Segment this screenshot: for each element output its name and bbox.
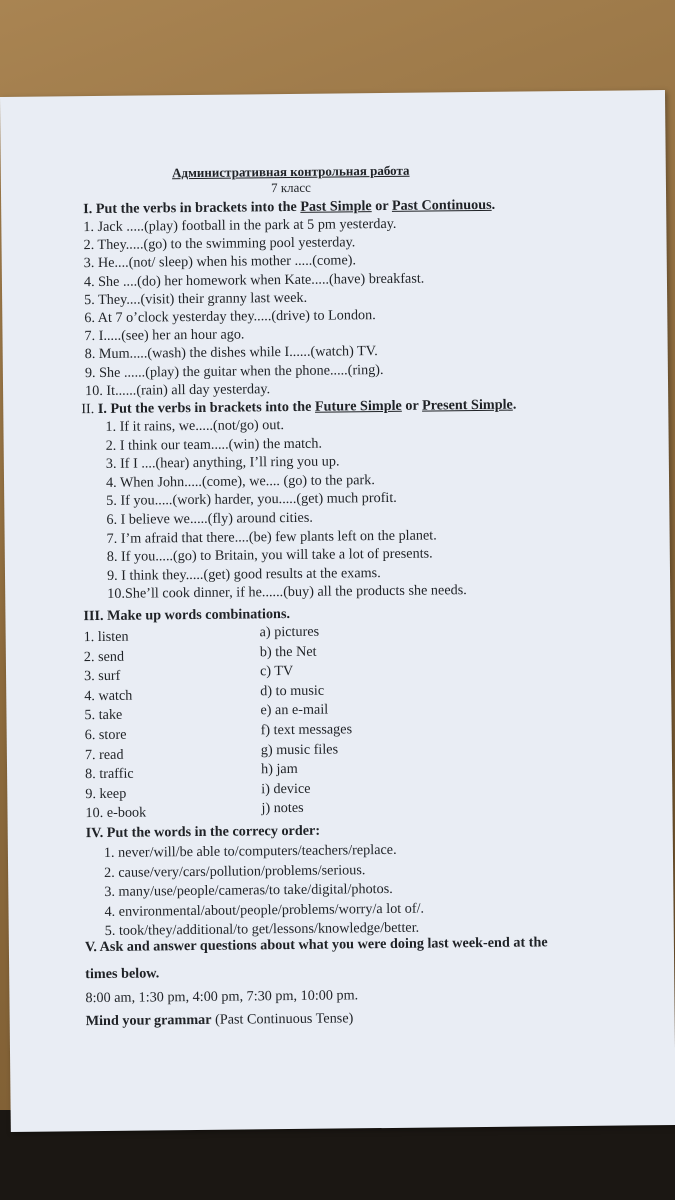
section2-heading — [81, 396, 516, 419]
list-item: 10. It......(rain) all day yesterday. — [84, 380, 271, 399]
section1-heading-end: . — [491, 196, 496, 213]
section2-heading-mid: or — [401, 397, 423, 414]
list-item: 6. I believe we.....(fly) around cities. — [106, 509, 313, 528]
match-left-item: 4. watch — [84, 687, 133, 704]
match-right-item: b) the Net — [259, 643, 317, 660]
list-item: 10.She’ll cook dinner, if he......(buy) all the products she needs. — [107, 582, 467, 603]
list-item: 1. If it rains, we.....(not/go) out. — [105, 417, 285, 435]
match-left-item: 5. take — [84, 707, 123, 724]
section1-heading — [83, 196, 495, 218]
list-item: 4. environmental/about/people/problems/worry/a lot of/. — [104, 900, 425, 920]
match-right-item: a) pictures — [259, 623, 320, 641]
section5-grammar-tense: (Past Continuous Tense) — [211, 1010, 354, 1028]
section2-heading-end: . — [512, 396, 517, 413]
match-right-item: d) to music — [260, 682, 325, 700]
section1-heading-mid: or — [371, 197, 392, 215]
section1-heading-prefix: I. Put the verbs in brackets into the — [83, 198, 301, 218]
list-item: 7. I.....(see) her an hour ago. — [84, 326, 245, 345]
worksheet-grade: 7 класс — [270, 179, 311, 196]
match-left-item: 8. traffic — [85, 765, 134, 783]
list-item: 5. took/they/additional/to get/lessons/knowledge/better. — [104, 920, 420, 940]
section4-heading: IV. Put the words in the correcy order: — [85, 822, 321, 842]
match-left-item: 2. send — [83, 648, 125, 665]
list-item: 3. If I ....(hear) anything, I’ll ring you up. — [105, 453, 340, 473]
section5-heading-line2: times below. — [85, 965, 160, 983]
section5-grammar-bold: Mind your grammar — [85, 1011, 212, 1030]
match-right-item: e) an e-mail — [260, 701, 329, 719]
list-item: 1. Jack .....(play) football in the park at 5 pm yesterday. — [83, 215, 397, 236]
section2-term-future-simple: Future Simple — [314, 397, 402, 415]
match-left-item: 3. surf — [83, 667, 121, 685]
list-item: 3. many/use/people/cameras/to take/digital/photos. — [104, 881, 393, 901]
match-left-item: 1. listen — [83, 628, 129, 646]
section3-heading: III. Make up words combinations. — [83, 605, 291, 625]
list-item: 9. I think they.....(get) good results at the exams. — [106, 564, 381, 584]
match-left-item: 9. keep — [85, 785, 127, 802]
section2-term-present-simple: Present Simple — [421, 396, 513, 414]
list-item: 8. Mum.....(wash) the dishes while I......(watch) TV. — [84, 343, 378, 363]
list-item: 7. I’m afraid that there....(be) few plants left on the planet. — [106, 527, 437, 547]
match-left-item: 10. e-book — [85, 804, 147, 822]
list-item: 3. He....(not/ sleep) when his mother .....(come). — [83, 252, 357, 272]
list-item: 2. They.....(go) to the swimming pool yesterday. — [83, 234, 356, 254]
section5-times: 8:00 am, 1:30 pm, 4:00 pm, 7:30 pm, 10:00 pm. — [85, 987, 359, 1007]
worksheet-paper — [0, 90, 675, 1132]
section1-term-past-simple: Past Simple — [300, 198, 372, 215]
match-left-item: 6. store — [84, 726, 127, 744]
section5-heading-line1: V. Ask and answer questions about what you were doing last week-end at the — [84, 934, 548, 956]
match-right-item: h) jam — [260, 761, 298, 778]
list-item: 6. At 7 o’clock yesterday they.....(drive) to London. — [84, 307, 376, 327]
list-item: 2. I think our team.....(win) the match. — [105, 435, 323, 454]
match-right-item: j) notes — [261, 800, 304, 817]
list-item: 5. They....(visit) their granny last week. — [84, 289, 308, 308]
list-item: 8. If you.....(go) to Britain, you will take a lot of presents. — [106, 545, 433, 566]
match-right-item: i) device — [261, 780, 311, 798]
worksheet-title: Административная контрольная работа — [171, 162, 410, 181]
worksheet-content — [0, 90, 675, 1132]
section2-heading-prefix: I. Put the verbs in brackets into the — [97, 398, 316, 417]
list-item: 1. never/will/be able to/computers/teachers/replace. — [103, 841, 397, 861]
section1-term-past-continuous: Past Continuous — [391, 196, 492, 214]
match-right-item: c) TV — [259, 663, 294, 680]
section2-heading-roman: II. — [81, 400, 98, 418]
match-left-item: 7. read — [84, 746, 124, 763]
list-item: 4. When John.....(come), we.... (go) to the park. — [105, 471, 375, 491]
list-item: 4. She ....(do) her homework when Kate.....(have) breakfast. — [83, 270, 425, 290]
list-item: 9. She ......(play) the guitar when the phone.....(ring). — [84, 361, 384, 381]
section5-grammar-note — [86, 1009, 354, 1030]
match-right-item: g) music files — [260, 741, 339, 758]
list-item: 2. cause/very/cars/pollution/problems/serious. — [104, 861, 366, 881]
list-item: 5. If you.....(work) harder, you.....(get) much profit. — [106, 490, 397, 510]
match-right-item: f) text messages — [260, 721, 353, 739]
